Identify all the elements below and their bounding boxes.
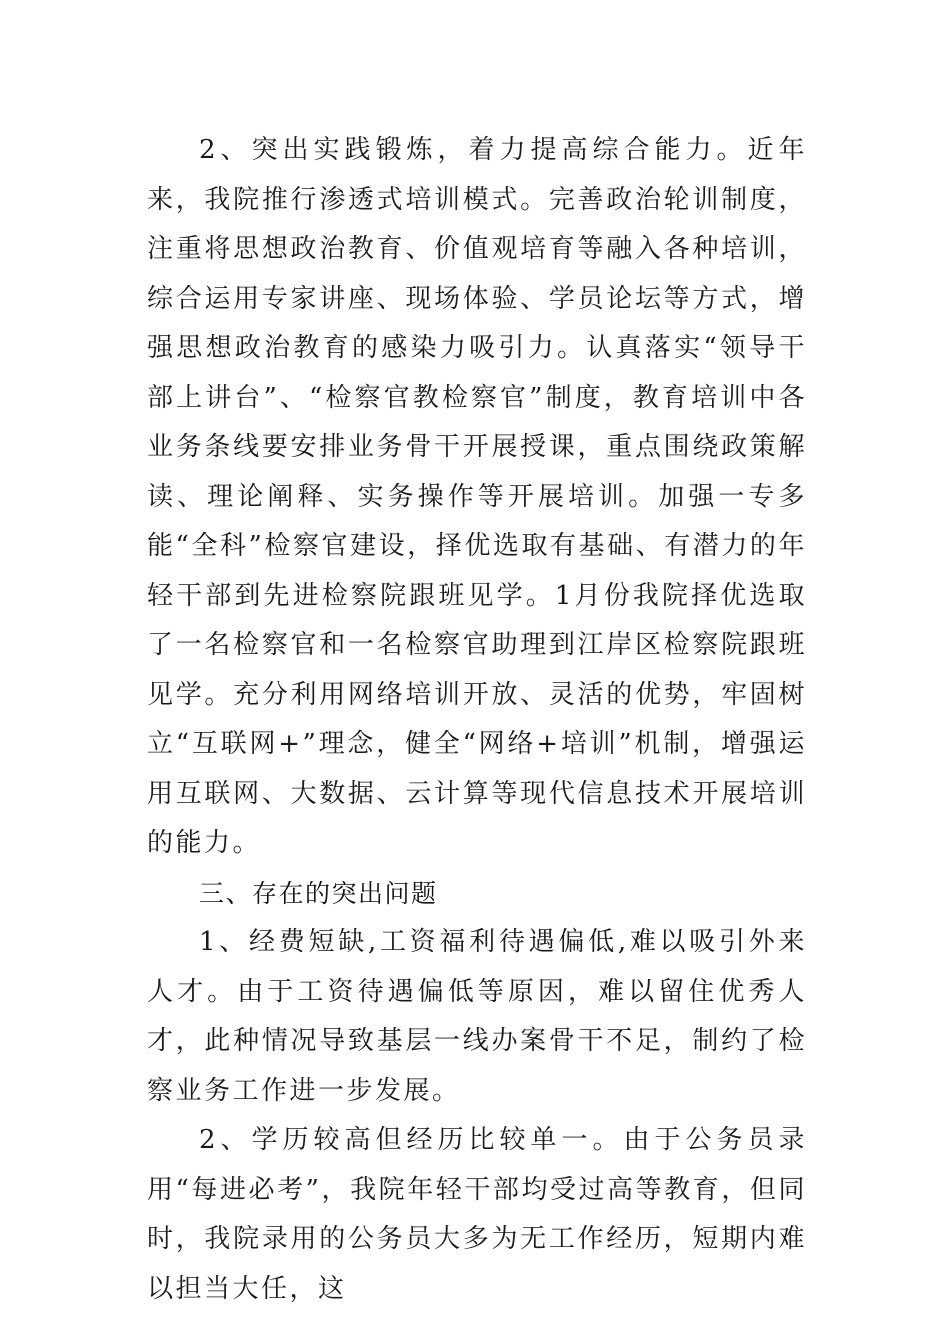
paragraph-practice-training: 2、突出实践锻炼，着力提高综合能力。近年来，我院推行渗透式培训模式。完善政治轮训制度，注重将思想政治教育、价值观培育等融入各种培训，综合运用专家讲座、现场体验、学员论坛等方式，增强思想政治教育的感染力吸引力。认真落实“领导干部上讲台”、“检察官教检察官”制度，教育培训中各业务条线要安排业务骨干开展授课，重点围绕政策解读、理论阐释、实务操作等开展培训。加强一专多能“全科”检察官建设，择优选取有基础、有潜力的年轻干部到先进检察院跟班见学。1月份我院择优选取了一名检察官和一名检察官助理到江岸区检察院跟班见学。充分利用网络培训开放、灵活的优势，牢固树立“互联网+”理念，健全“网络+培训”机制，增强运用互联网、大数据、云计算等现代信息技术开展培训的能力。 bbox=[147, 135, 807, 858]
paragraph-education-experience: 2、学历较高但经历比较单一。由于公务员录用“每进必考”，我院年轻干部均受过高等教育，但同时，我院录用的公务员大多为无工作经历，短期内难以担当大任，这 bbox=[147, 1125, 807, 1304]
document-body bbox=[147, 126, 807, 1314]
paragraph-funding-shortage: 1、经费短缺,工资福利待遇偏低,难以吸引外来人才。由于工资待遇偏低等原因，难以留住优秀人才，此种情况导致基层一线办案骨干不足，制约了检察业务工作进一步发展。 bbox=[147, 927, 807, 1106]
section-heading-problems: 三、存在的突出问题 bbox=[199, 878, 438, 908]
